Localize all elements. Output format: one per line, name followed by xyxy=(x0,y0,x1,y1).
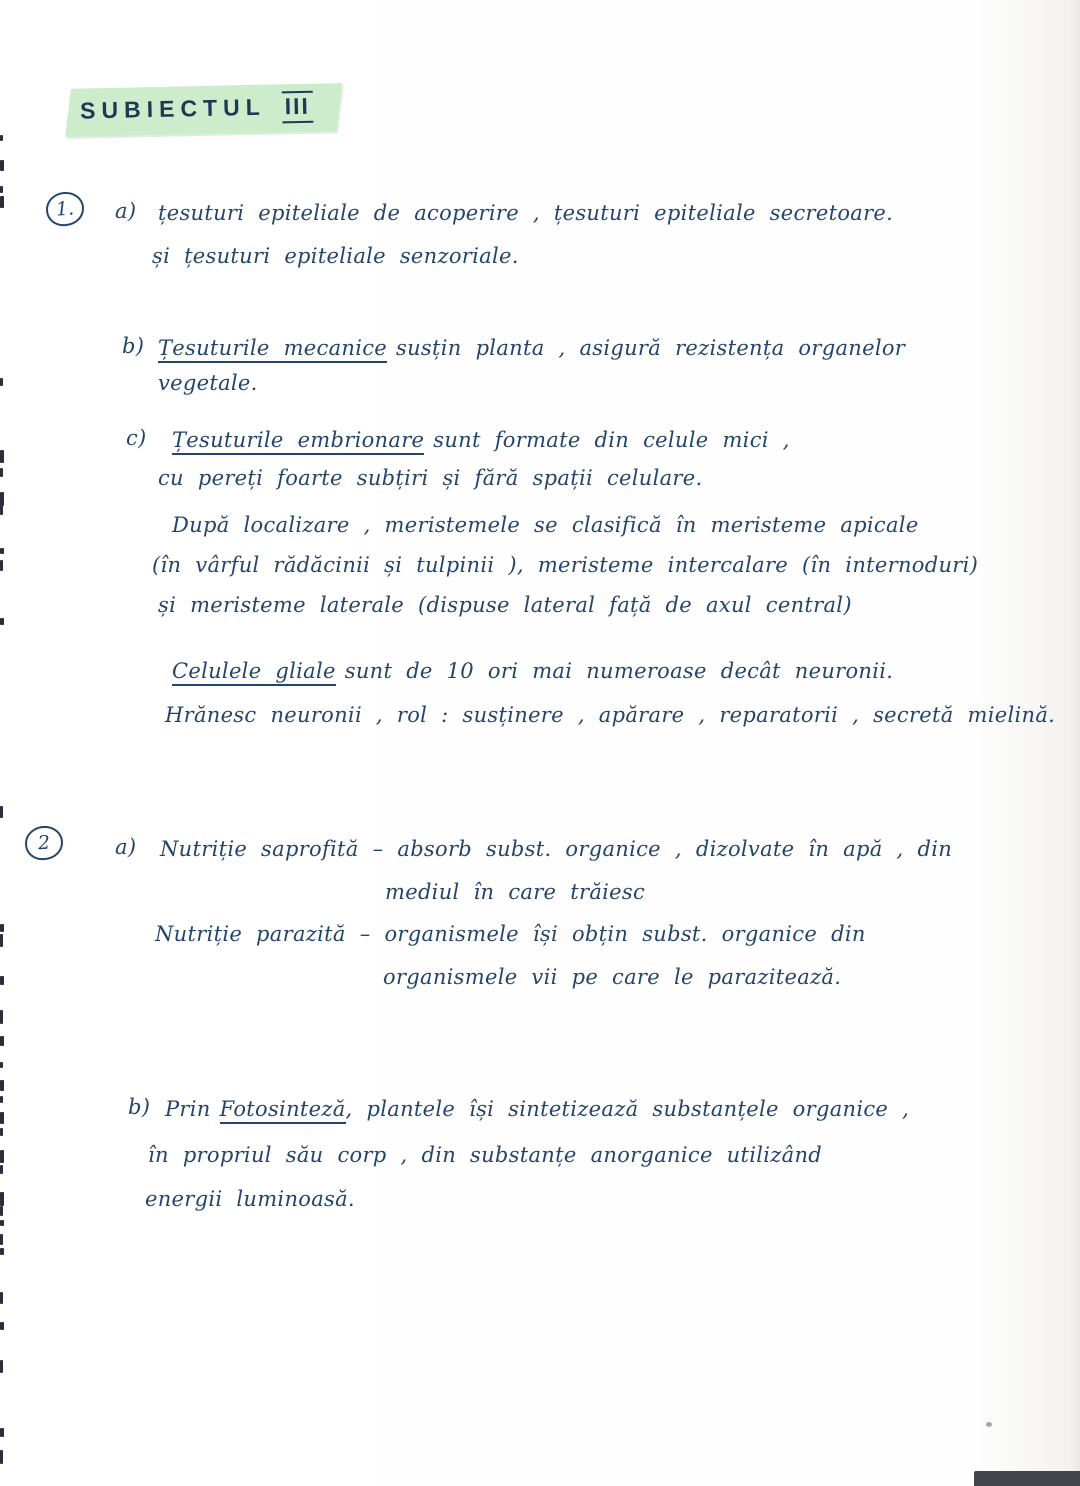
page-edge-mark xyxy=(0,186,3,193)
meristeme-line3: și meristeme laterale (dispuse lateral față de axul central) xyxy=(158,593,852,617)
line-text: sunt formate din celule mici , xyxy=(433,428,790,452)
item2-b-label: b) xyxy=(128,1095,151,1119)
item2-b-line1 xyxy=(165,1096,909,1122)
item1-a-label: a) xyxy=(115,199,137,223)
page-edge-mark xyxy=(0,618,4,625)
item2-a-line1: Nutriție saprofită – absorb subst. organice , dizolvate în apă , din xyxy=(160,837,953,861)
page-edge-mark xyxy=(0,450,4,463)
underlined-term-fotosinteza: Fotosinteză xyxy=(220,1097,346,1124)
page-edge-mark xyxy=(0,1248,4,1255)
gliale-line1 xyxy=(172,658,893,684)
item1-a-line2: și țesuturi epiteliale senzoriale. xyxy=(152,244,519,268)
page-edge-mark xyxy=(0,1010,3,1024)
meristeme-line2: (în vârful rădăcinii și tulpinii ), meristeme intercalare (în internoduri) xyxy=(152,553,979,577)
title-word: SUBIECTUL xyxy=(79,93,266,124)
page-edge-mark xyxy=(0,976,4,985)
page-edge-mark xyxy=(0,160,4,171)
page-edge-mark xyxy=(0,1036,4,1046)
page-edge-mark xyxy=(0,1428,4,1437)
item2-a-line4: organismele vii pe care le parazitează. xyxy=(383,965,842,989)
meristeme-line1: După localizare , meristemele se clasifică în meristeme apicale xyxy=(172,513,919,537)
page-edge-mark xyxy=(0,505,3,515)
page-edge-mark xyxy=(0,1165,3,1174)
line-text: susțin planta , asigură rezistența organelor xyxy=(396,336,906,360)
page-edge-mark xyxy=(0,1128,3,1136)
page-title xyxy=(68,83,340,137)
page-edge-mark xyxy=(0,560,3,571)
page-edge-mark xyxy=(0,1234,3,1245)
item2-b-line3: energii luminoasă. xyxy=(145,1187,355,1211)
page-edge-mark xyxy=(0,1360,3,1373)
green-highlight xyxy=(65,83,341,137)
item1-b-line2: vegetale. xyxy=(158,371,258,395)
title-numeral: III xyxy=(281,91,313,124)
page-edge-mark xyxy=(0,1192,4,1206)
item2-a-line2: mediul în care trăiesc xyxy=(385,880,646,904)
underlined-term-tesuturile-mecanice: Țesuturile mecanice xyxy=(158,336,387,363)
item1-a-line1: țesuturi epiteliale de acoperire , țesuturi epiteliale secretoare. xyxy=(158,201,894,225)
item1-c-label: c) xyxy=(126,426,147,450)
page-edge-mark xyxy=(0,1206,3,1216)
gliale-line2: Hrănesc neuronii , rol : susținere , apărare , reparatorii , secretă mielină. xyxy=(165,703,1056,727)
page-edge-mark xyxy=(0,1096,3,1103)
item1-c-line2: cu pereți foarte subțiri și fără spații celulare. xyxy=(158,466,703,490)
page-edge-mark xyxy=(0,924,4,932)
item2-a-line3: Nutriție parazită – organismele își obțin subst. organice din xyxy=(155,922,866,946)
page-edge-mark xyxy=(0,1220,4,1226)
item1-number-circle: 1. xyxy=(45,191,85,228)
item2-a-label: a) xyxy=(115,835,137,859)
line-text: , plantele își sintetizează substanțele organice , xyxy=(345,1097,910,1121)
page-edge-mark xyxy=(0,468,3,477)
item2-number-circle: 2 xyxy=(24,825,64,862)
page-edge-mark xyxy=(0,1080,4,1091)
scan-speck xyxy=(986,1422,992,1427)
scan-corner-bar xyxy=(974,1471,1080,1486)
item1-b-line1 xyxy=(158,335,905,361)
page-edge-mark xyxy=(0,378,3,386)
page-edge-mark xyxy=(0,1322,4,1330)
item2-b-line2: în propriul său corp , din substanțe anorganice utilizând xyxy=(148,1143,823,1167)
page-edge-mark xyxy=(0,1150,4,1163)
page-edge-mark xyxy=(0,1292,3,1304)
page-edge-mark xyxy=(0,806,3,818)
underlined-term-celulele-gliale: Celulele gliale xyxy=(172,659,336,686)
page-edge-mark xyxy=(0,135,3,141)
item1-b-label: b) xyxy=(122,334,145,358)
line-text: sunt de 10 ori mai numeroase decât neuronii. xyxy=(344,659,894,683)
page-edge-mark xyxy=(0,934,3,947)
page-edge-mark xyxy=(0,196,4,208)
page-edge-mark xyxy=(0,492,4,506)
page-edge-mark xyxy=(0,1062,3,1068)
line-text: Prin xyxy=(165,1097,211,1121)
page-edge-mark xyxy=(0,1112,4,1124)
item1-c-line1 xyxy=(172,427,790,453)
underlined-term-tesuturile-embrionare: Țesuturile embrionare xyxy=(172,428,424,455)
title-text xyxy=(80,91,313,128)
page-edge-mark xyxy=(0,548,4,554)
page-edge-mark xyxy=(0,1450,3,1464)
